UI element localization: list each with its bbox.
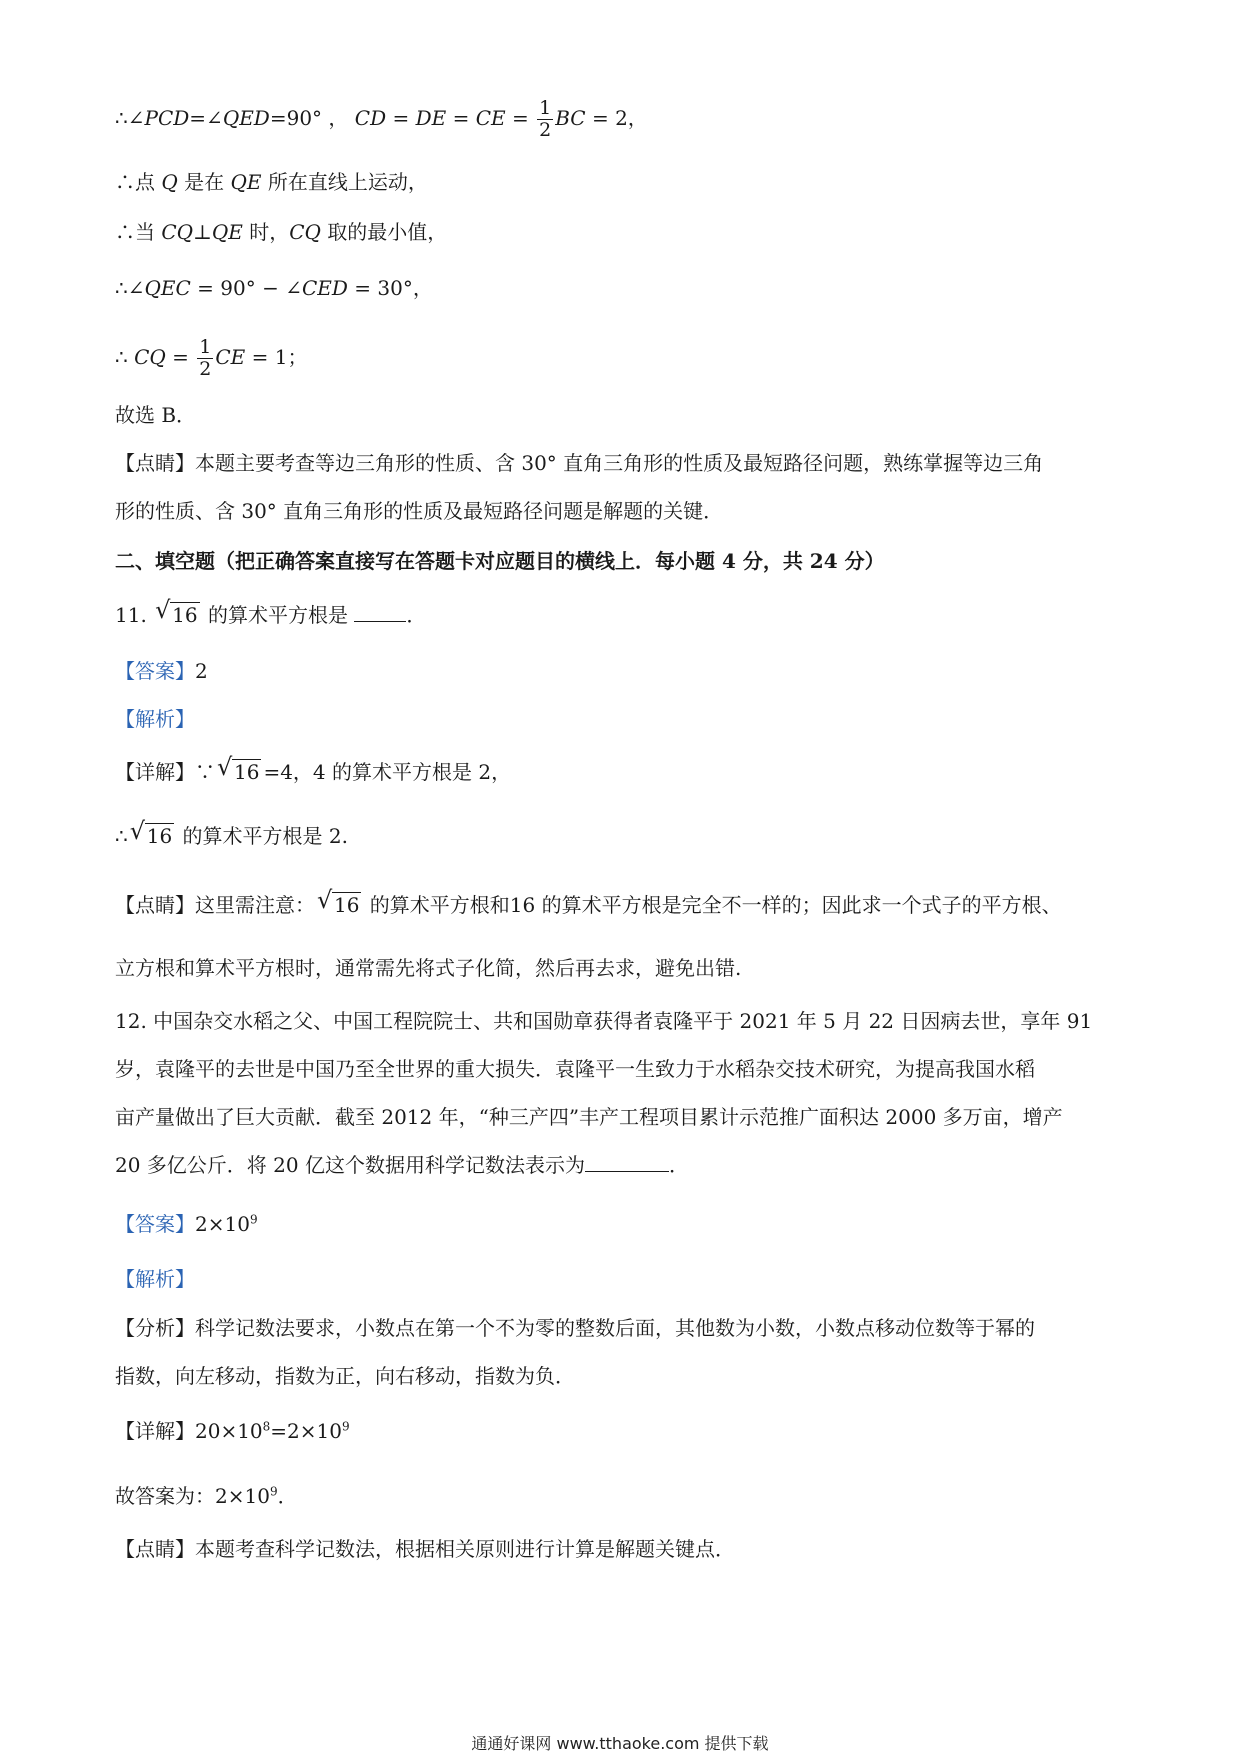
text: ∠ [127,106,145,130]
radicand: 16 [172,603,198,627]
text: 的算术平方根是 [201,603,355,627]
sqrt-expression [129,817,174,850]
text: 的算术平方根是 2. [176,824,348,848]
math-expr: =2×10 [270,1419,342,1443]
sqrt-expression [155,596,199,629]
math-var: QE [230,170,262,194]
comment-tag: 【点睛】 [115,1537,195,1561]
answer-exponent: 9 [249,1212,258,1227]
detail-tag: 【详解】 [115,1419,195,1443]
numerator: 1 [539,97,552,119]
math-var: DE [415,106,447,130]
denominator: 2 [199,358,212,380]
fenxi-tag: 【分析】 [115,1316,195,1340]
q11-detail [115,753,512,786]
text: =90° ， [269,106,349,130]
text: 所在直线上运动， [261,170,428,194]
q12-analysis-tag: 【解析】 [115,1267,195,1291]
text: 故答案为： [115,1484,215,1508]
math-expr: 2×10 [215,1484,270,1508]
radicand: 16 [146,824,173,848]
radicand: 16 [334,893,360,917]
text: =4，4 的算术平方根是 2， [263,760,512,784]
choose-answer-line: 故选 B． [115,403,197,427]
text: 科学记数法要求，小数点在第一个不为零的整数后面，其他数为小数，小数点移动位数等于幂的 [195,1316,1035,1340]
text: 这里需注意： [195,893,315,917]
exponent: 8 [262,1419,271,1434]
text: ． [277,1484,298,1508]
math-var: QE [211,220,243,244]
question-12-line-2: 岁，袁隆平的去世是中国乃至全世界的重大损失．袁隆平一生致力于水稻杂交技术研究，为提高我国水稻 [115,1057,1035,1081]
exponent: 9 [269,1484,278,1499]
fraction-one-half [197,337,213,380]
radicand: 16 [234,760,260,784]
math-var: CQ [134,345,166,369]
math-var: CE [475,106,506,130]
section-heading: 二、填空题（把正确答案直接写在答题卡对应题目的横线上．每小题 4 分，共 24 分） [115,549,885,573]
math-var: Q [161,170,178,194]
math-var: CQ [289,220,321,244]
answer-blank [354,603,406,622]
question-12-line-1: 12. 中国杂交水稻之父、中国工程院院士、共和国勋章获得者袁隆平于 2021 年 5 月 22 日因病去世，享年 91 [115,1009,1093,1033]
footer-watermark: 通通好课网 www.tthaoke.com 提供下载 [471,1734,769,1753]
text: = [165,345,196,369]
math-expr: 20×10 [195,1419,263,1443]
q11-conclusion [115,817,348,850]
q11-comment-line-2: 立方根和算术平方根时，通常需先将式子化简，然后再去求，避免出错. [115,956,742,980]
comment-tag: 【点睛】 [115,893,195,917]
text: =∠ [189,106,223,130]
math-var: CD [354,106,387,130]
text: = 90° − ∠ [190,276,302,300]
solution-line-2 [115,168,428,196]
q11-answer [115,657,208,685]
text: ∴∠ [115,276,145,300]
text: ． [668,1153,689,1177]
q12-detail [115,1417,350,1445]
exponent: 9 [342,1419,350,1434]
perpendicular-symbol: ⊥ [193,220,212,244]
radical-sign: √ [317,886,333,914]
math-var: PCD [144,106,190,130]
text: ∴点 [115,170,162,194]
answer-value: 2 [195,659,208,683]
question-12-line-4 [115,1151,689,1179]
question-11 [115,596,427,629]
q12-fenxi-line-2: 指数，向左移动，指数为正，向右移动，指数为负． [115,1364,575,1388]
comment-tag: 【点睛】 [115,451,195,475]
text: 本题考查科学记数法，根据相关原则进行计算是解题关键点． [195,1537,735,1561]
numerator: 1 [199,336,212,358]
math-var: CE [215,345,246,369]
denominator: 2 [539,119,552,141]
text: 是在 [177,170,231,194]
q11-comment [115,886,1062,919]
text: = 1； [245,345,308,369]
math-var: QED [222,106,270,130]
therefore-symbol: ∴ [115,106,128,130]
comment-line-2: 形的性质、含 30° 直角三角形的性质及最短路径问题是解题的关键． [115,499,724,523]
text: 取的最小值， [320,220,448,244]
answer-tag: 【答案】 [115,1212,195,1236]
text: 20 多亿公斤．将 20 亿这个数据用科学记数法表示为 [115,1153,585,1177]
math-var: CQ [161,220,194,244]
math-var: QEC [144,276,191,300]
answer-base: 2×10 [195,1212,250,1236]
radical-sign: √ [217,753,233,781]
answer-tag: 【答案】 [115,659,195,683]
text: 的算术平方根和16 的算术平方根是完全不一样的；因此求一个式子的平方根、 [363,893,1062,917]
q12-answer [115,1210,258,1238]
question-12-line-3: 亩产量做出了巨大贡献．截至 2012 年，“种三产四”丰产工程项目累计示范推广面积达 2000 多万亩，增产 [115,1105,1063,1129]
text: 本题主要考查等边三角形的性质、含 30° 直角三角形的性质及最短路径问题，熟练掌握等边三角 [195,451,1044,475]
text: ∴当 [115,220,162,244]
fraction-one-half [537,98,553,141]
math-var: BC [555,106,586,130]
sqrt-expression [317,886,361,919]
text: = [386,106,416,130]
text: = 30°， [347,276,433,300]
math-var: CED [301,276,348,300]
text: ∴ [115,345,135,369]
solution-line-3 [115,218,447,246]
q11-analysis-tag: 【解析】 [115,707,195,731]
detail-tag: 【详解】 [115,760,195,784]
q12-final-answer [115,1482,298,1510]
text: = 2， [585,106,648,130]
text: ． [406,603,427,627]
text: 时， [242,220,290,244]
sqrt-expression [217,753,261,786]
because-symbol: ∵ [195,760,215,784]
answer-blank [585,1153,669,1172]
text: = [505,106,536,130]
radical-sign: √ [129,817,146,845]
radical-sign: √ [155,596,171,624]
text: = [446,106,476,130]
therefore-symbol: ∴ [115,824,128,848]
solution-line-5 [115,337,307,380]
comment-line-1 [115,449,1043,477]
solution-line-1 [115,98,648,141]
q12-comment [115,1535,735,1563]
q12-fenxi [115,1314,1035,1342]
solution-line-4 [115,274,433,302]
question-number: 11. [115,603,154,627]
